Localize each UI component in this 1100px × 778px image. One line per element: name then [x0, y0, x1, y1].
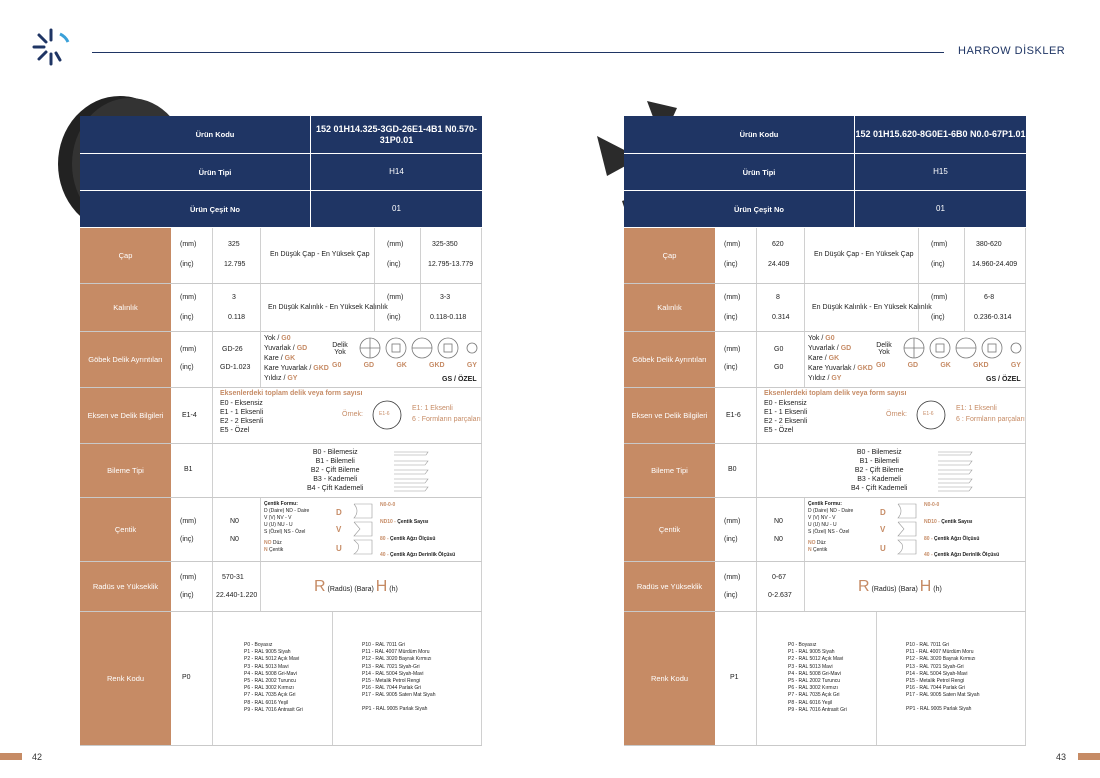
row-label: Bileme Tipi — [80, 444, 172, 497]
spec-value: (inç) — [724, 592, 738, 599]
spec-value: En Düşük Kalınlık - En Yüksek Kalınlık — [268, 304, 388, 311]
spec-value: (mm) — [724, 241, 741, 248]
spec-value: V — [336, 525, 342, 534]
spec-value: 0-2.637 — [768, 592, 792, 599]
spec-value: Delik Yok — [876, 342, 892, 356]
spec-value: (inç) — [387, 314, 401, 321]
spec-value: 40 - Çentik Ağzı Derinlik Ölçüsü — [924, 552, 1000, 558]
thickness-row — [624, 284, 1026, 332]
page-number-right: 43 — [1055, 752, 1066, 762]
spec-value: 80 - Çentik Ağzı Ölçüsü — [924, 536, 980, 542]
spec-value: (mm) — [724, 574, 741, 581]
spec-value: (inç) — [387, 261, 401, 268]
spec-value: Yok / G0 Yuvarlak / GD Kare / GK Kare Yuvarlak / GKD Yıldız / GY — [808, 335, 873, 382]
hub-hole-row — [624, 332, 1026, 388]
spec-value: 80 - Çentik Ağzı Ölçüsü — [380, 536, 436, 542]
spec-value: En Düşük Kalınlık - En Yüksek Kalınlık — [812, 304, 932, 311]
spec-value: B0 - Bilemesiz B1 - Bilemeli B2 - Çift Bileme B3 - Kademeli B4 - Çift Kademeli — [307, 449, 364, 492]
spec-value: (mm) — [387, 241, 404, 248]
spec-value: Ürün Çeşit No — [733, 204, 784, 214]
spec-value: (inç) — [180, 364, 194, 371]
product-type-row — [624, 154, 1026, 191]
spec-value: 01 — [310, 191, 482, 227]
spec-value: 14.960-24.409 — [972, 261, 1018, 268]
spec-value: Ürün Tipi — [742, 167, 776, 177]
spec-value: R (Radüs) (Bara) H (h) — [858, 578, 942, 595]
spec-value: E0 - Eksensiz E1 - 1 Eksenli E2 - 2 Eksenli E5 - Özel — [220, 400, 264, 434]
diameter-row — [624, 228, 1026, 284]
spec-value: 22.440-1.220 — [216, 592, 258, 599]
spec-value: E1: 1 Eksenli — [412, 405, 453, 412]
page-marker — [0, 753, 22, 760]
spec-value: (mm) — [180, 346, 197, 353]
spec-value: D — [336, 508, 342, 517]
spec-value: (inç) — [931, 261, 945, 268]
row-label: Bileme Tipi — [624, 444, 716, 497]
spec-value: E1-6 — [923, 411, 934, 417]
notch-shapes-icon — [350, 502, 376, 558]
hole-shapes-icon — [902, 336, 1022, 360]
product-code-row — [80, 116, 482, 154]
spec-value: Eksenlerdeki toplam delik veya form sayısı — [764, 390, 907, 397]
spec-value: (inç) — [931, 314, 945, 321]
spec-value: Ürün Kodu — [739, 130, 779, 139]
spec-value: G0 GD GK GKD GY — [332, 362, 477, 369]
row-label: Çap — [80, 228, 172, 283]
page-number-left: 42 — [32, 752, 43, 762]
spec-value: GS / ÖZEL — [442, 376, 477, 383]
spec-value: P10 - RAL 7011 Gri P11 - RAL 4007 Mürdüm Moru P12 - RAL 3020 Bayrak Kırmızı P13 - RAL 7021 Siyah-Gri P14 - RAL 5004 Siyah-Mavi P15 - Metalik Petrol Rengi P16 - RAL 7044 Parlak Gri P17 - RAL 9005 Saten Mat Siyah PP1 - RAL 9005 Parlak Siyah — [362, 642, 436, 712]
product-type-row — [80, 154, 482, 191]
notch-row — [624, 498, 1026, 562]
spec-value: 325-350 — [432, 241, 458, 248]
spec-value: (mm) — [180, 518, 197, 525]
spec-value: ND10 - Çentik Sayısı — [924, 519, 973, 525]
spec-value: (inç) — [724, 261, 738, 268]
spec-value: N0 — [230, 536, 239, 543]
sharpening-shapes-icon — [392, 448, 432, 492]
page-marker — [1078, 753, 1100, 760]
thickness-row — [80, 284, 482, 332]
spec-value: NO Düz N Çentik — [264, 540, 284, 553]
spec-value: (inç) — [180, 536, 194, 543]
spec-panel-left — [80, 116, 482, 746]
spec-value: 570-31 — [222, 574, 244, 581]
spec-value: Eksenlerdeki toplam delik veya form sayısı — [220, 390, 363, 397]
spec-value: P1 — [730, 674, 739, 681]
spec-value: GD-26 — [222, 346, 243, 353]
row-label: Eksen ve Delik Bilgileri — [80, 388, 172, 443]
spec-value: (mm) — [387, 294, 404, 301]
product-variant-row — [80, 191, 482, 228]
spec-value: (mm) — [931, 294, 948, 301]
color-code-row — [624, 612, 1026, 746]
spec-value: 0.118 — [228, 314, 245, 321]
axis-hole-row — [624, 388, 1026, 444]
spec-value: GD-1.023 — [220, 364, 251, 371]
spec-value: 0.236-0.314 — [974, 314, 1012, 321]
radius-row — [624, 562, 1026, 612]
row-label: Renk Kodu — [80, 612, 172, 745]
spec-value: 24.409 — [768, 261, 790, 268]
spec-value: 12.795 — [224, 261, 246, 268]
notch-shapes-icon — [894, 502, 920, 558]
spec-value: 152 01H14.325-3GD-26E1-4B1 N0.570-31P0.01 — [310, 116, 482, 153]
spec-value: G0 — [774, 346, 784, 353]
sharpening-shapes-icon — [936, 448, 976, 492]
spec-value: 0.118-0.118 — [430, 314, 467, 321]
spec-panel-right — [624, 116, 1026, 746]
spec-value: En Düşük Çap - En Yüksek Çap — [814, 251, 914, 258]
spec-value: D — [880, 508, 886, 517]
spec-value: P0 — [182, 674, 191, 681]
spec-value: 0-67 — [772, 574, 787, 581]
spec-value: Delik Yok — [332, 342, 348, 356]
spec-value: 620 — [772, 241, 784, 248]
spec-value: (mm) — [180, 574, 197, 581]
spec-value: 40 - Çentik Ağzı Derinlik Ölçüsü — [380, 552, 456, 558]
spec-value: Ürün Tipi — [198, 167, 232, 177]
spec-value: 3-3 — [440, 294, 451, 301]
spec-value: (mm) — [180, 241, 197, 248]
spec-value: (mm) — [724, 518, 741, 525]
spec-value: 6 : Formların parçaları — [956, 416, 1025, 423]
hole-shapes-icon — [358, 336, 478, 360]
spec-value: 6-8 — [984, 294, 995, 301]
spec-value: Örnek: — [886, 411, 908, 418]
spec-value: Yok / G0 Yuvarlak / GD Kare / GK Kare Yuvarlak / GKD Yıldız / GY — [264, 335, 329, 382]
spec-value: (inç) — [724, 314, 738, 321]
spec-value: (mm) — [724, 294, 741, 301]
header-rule — [92, 52, 944, 53]
row-label: Çentik — [80, 498, 172, 561]
spec-value: Çentik Formu: D (Daire) ND - Daire V (V) NV - V U (U) NU - U S (Özel) NS - Özel — [264, 501, 310, 535]
spec-value: E1-4 — [182, 412, 197, 419]
spec-value: 325 — [228, 241, 240, 248]
page-header-title: HARROW DİSKLER — [958, 45, 1066, 57]
spec-value: GS / ÖZEL — [986, 376, 1021, 383]
spec-value: 6 : Formların parçaları — [412, 416, 481, 423]
sharpening-row — [624, 444, 1026, 498]
spec-value: H15 — [854, 154, 1026, 190]
spec-value: N0 — [230, 518, 239, 525]
radius-row — [80, 562, 482, 612]
spec-value: 380-620 — [976, 241, 1002, 248]
sharpening-row — [80, 444, 482, 498]
spec-value: (inç) — [180, 592, 194, 599]
product-code-row — [624, 116, 1026, 154]
spec-value: U — [336, 544, 342, 553]
row-label: Çap — [624, 228, 716, 283]
spec-value: 01 — [854, 191, 1026, 227]
row-label: Göbek Delik Ayrıntıları — [80, 332, 172, 387]
spec-value: 0.314 — [772, 314, 790, 321]
spec-value: 3 — [232, 294, 236, 301]
spec-value: N0 — [774, 536, 783, 543]
spec-value: E1: 1 Eksenli — [956, 405, 997, 412]
spec-value: E1-6 — [379, 411, 390, 417]
spec-value: N0-0-0 — [380, 502, 396, 508]
spec-value: Ürün Kodu — [195, 130, 235, 139]
spec-value: Çentik Formu: D (Daire) ND - Daire V (V) NV - V U (U) NU - U S (Özel) NS - Özel — [808, 501, 854, 535]
spec-value: B0 - Bilemesiz B1 - Bilemeli B2 - Çift Bileme B3 - Kademeli B4 - Çift Kademeli — [851, 449, 908, 492]
spec-value: B1 — [184, 466, 193, 473]
spec-value: N0 — [774, 518, 783, 525]
notch-row — [80, 498, 482, 562]
spec-value: 12.795-13.779 — [428, 261, 474, 268]
brand-logo-icon — [30, 26, 72, 68]
spec-value: P0 - Boyasız P1 - RAL 9005 Siyah P2 - RAL 5012 Açık Mavi P3 - RAL 5013 Mavi P4 - RAL 5008 Gri-Mavi P5 - RAL 2002 Turuncu P6 - RAL 3002 Kırmızı P7 - RAL 7035 Açık Gri P8 - RAL 6016 Yeşil P9 - RAL 7016 Antrasit Gri — [788, 642, 847, 713]
spec-value: Örnek: — [342, 411, 364, 418]
spec-value: (mm) — [931, 241, 948, 248]
row-label: Kalınlık — [624, 284, 716, 331]
spec-value: V — [880, 525, 886, 534]
spec-value: N0-0-0 — [924, 502, 940, 508]
spec-value: En Düşük Çap - En Yüksek Çap — [270, 251, 370, 258]
spec-value: R (Radüs) (Bara) H (h) — [314, 578, 398, 595]
spec-value: (inç) — [724, 536, 738, 543]
spec-value: (inç) — [180, 314, 194, 321]
product-variant-row — [624, 191, 1026, 228]
spec-value: G0 — [774, 364, 784, 371]
row-label: Radüs ve Yükseklik — [80, 562, 172, 611]
row-label: Çentik — [624, 498, 716, 561]
diameter-row — [80, 228, 482, 284]
color-code-row — [80, 612, 482, 746]
spec-value: 152 01H15.620-8G0E1-6B0 N0.0-67P1.01 — [854, 116, 1026, 153]
spec-value: ND10 - Çentik Sayısı — [380, 519, 429, 525]
hub-hole-row — [80, 332, 482, 388]
spec-value: (inç) — [724, 364, 738, 371]
spec-value: E0 - Eksensiz E1 - 1 Eksenli E2 - 2 Eksenli E5 - Özel — [764, 400, 808, 434]
row-label: Renk Kodu — [624, 612, 716, 745]
row-label: Kalınlık — [80, 284, 172, 331]
spec-value: (inç) — [180, 261, 194, 268]
row-label: Göbek Delik Ayrıntıları — [624, 332, 716, 387]
spec-value: (mm) — [724, 346, 741, 353]
spec-value: H14 — [310, 154, 482, 190]
spec-value: (mm) — [180, 294, 197, 301]
spec-value: E1-6 — [726, 412, 741, 419]
row-label: Eksen ve Delik Bilgileri — [624, 388, 716, 443]
spec-value: B0 — [728, 466, 737, 473]
row-label: Radüs ve Yükseklik — [624, 562, 716, 611]
spec-value: 8 — [776, 294, 780, 301]
spec-value: NO Düz N Çentik — [808, 540, 828, 553]
spec-value: U — [880, 544, 886, 553]
spec-value: G0 GD GK GKD GY — [876, 362, 1021, 369]
axis-hole-row — [80, 388, 482, 444]
spec-value: P10 - RAL 7011 Gri P11 - RAL 4007 Mürdüm Moru P12 - RAL 3020 Bayrak Kırmızı P13 - RAL 7021 Siyah-Gri P14 - RAL 5004 Siyah-Mavi P15 - Metalik Petrol Rengi P16 - RAL 7044 Parlak Gri P17 - RAL 9005 Saten Mat Siyah PP1 - RAL 9005 Parlak Siyah — [906, 642, 980, 712]
spec-value: P0 - Boyasız P1 - RAL 9005 Siyah P2 - RAL 5012 Açık Mavi P3 - RAL 5013 Mavi P4 - RAL 5008 Gri-Mavi P5 - RAL 2002 Turuncu P6 - RAL 3002 Kırmızı P7 - RAL 7035 Açık Gri P8 - RAL 6016 Yeşil P9 - RAL 7016 Antrasit Gri — [244, 642, 303, 713]
spec-value: Ürün Çeşit No — [189, 204, 240, 214]
